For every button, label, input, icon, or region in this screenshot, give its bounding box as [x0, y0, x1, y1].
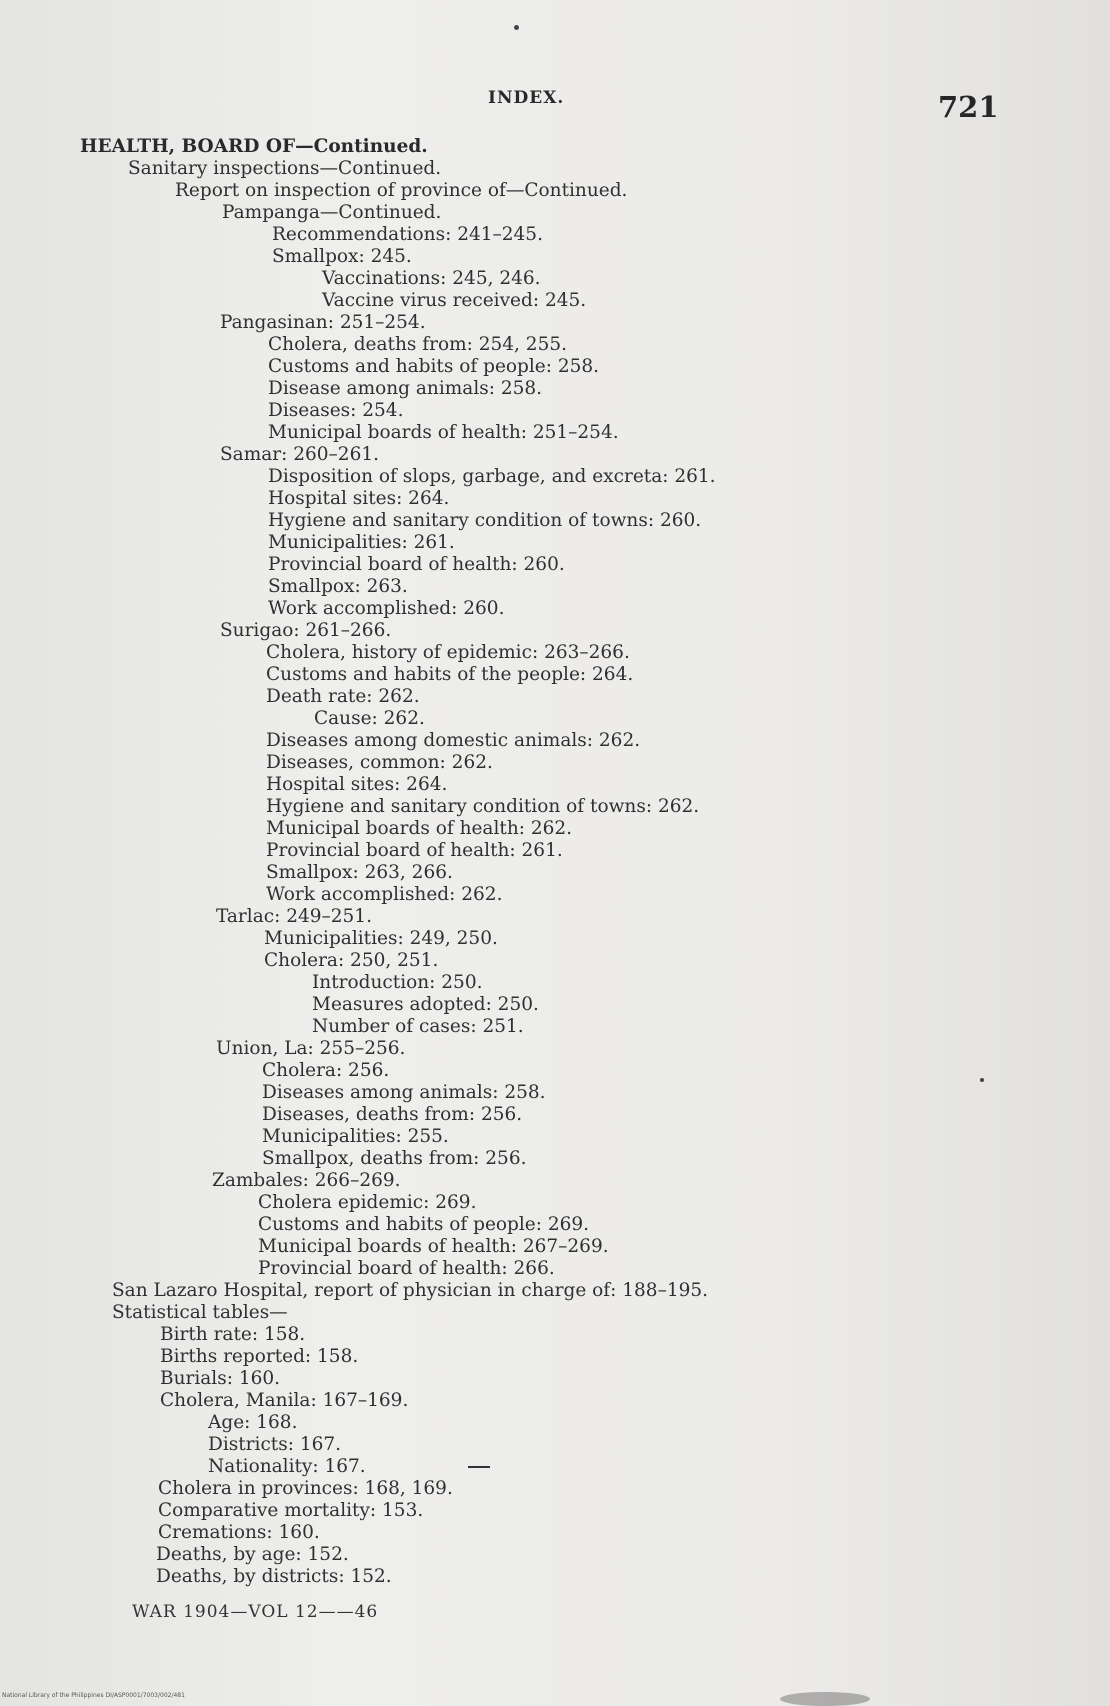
running-title: INDEX.	[488, 88, 565, 108]
index-entry: Provincial board of health: 266.	[258, 1258, 555, 1279]
pencil-dash-mark	[468, 1466, 490, 1468]
index-entry: Hospital sites: 264.	[266, 774, 448, 795]
index-entry: Cholera: 256.	[262, 1060, 390, 1081]
index-entry: San Lazaro Hospital, report of physician in charge of: 188–195.	[112, 1280, 709, 1301]
index-entry: Hygiene and sanitary condition of towns: 260.	[268, 510, 702, 531]
index-entry: Customs and habits of the people: 264.	[266, 664, 634, 685]
index-entry: Customs and habits of people: 269.	[258, 1214, 590, 1235]
scan-stamp: National Library of the Philippines DI/ASP0001/7003/002/481	[2, 1692, 185, 1699]
index-entry: Vaccinations: 245, 246.	[322, 268, 541, 289]
index-entry: Provincial board of health: 261.	[266, 840, 563, 861]
index-heading: HEALTH, BOARD OF—Continued.	[80, 136, 428, 157]
index-entry: Pangasinan: 251–254.	[220, 312, 426, 333]
scan-shadow	[780, 1692, 870, 1706]
index-entry: Report on inspection of province of—Continued.	[175, 180, 628, 201]
index-entry: Diseases among domestic animals: 262.	[266, 730, 641, 751]
index-entry: Diseases, deaths from: 256.	[262, 1104, 523, 1125]
index-entry: Sanitary inspections—Continued.	[128, 158, 442, 179]
index-entry: Zambales: 266–269.	[212, 1170, 401, 1191]
index-entry: Diseases, common: 262.	[266, 752, 493, 773]
index-entry: Burials: 160.	[160, 1368, 281, 1389]
index-entry: Municipalities: 261.	[268, 532, 455, 553]
index-entry: Diseases: 254.	[268, 400, 404, 421]
index-entry: Disposition of slops, garbage, and excreta: 261.	[268, 466, 716, 487]
index-entry: Municipal boards of health: 262.	[266, 818, 573, 839]
index-entry: Pampanga—Continued.	[222, 202, 442, 223]
index-entry: Number of cases: 251.	[312, 1016, 524, 1037]
index-entry: Measures adopted: 250.	[312, 994, 539, 1015]
index-entry: Municipalities: 249, 250.	[264, 928, 498, 949]
index-entry: Comparative mortality: 153.	[158, 1500, 424, 1521]
index-entry: Recommendations: 241–245.	[272, 224, 543, 245]
index-entry: Cremations: 160.	[158, 1522, 320, 1543]
page-number: 721	[938, 90, 999, 124]
index-entry: Age: 168.	[208, 1412, 298, 1433]
index-entry: Deaths, by age: 152.	[156, 1544, 349, 1565]
index-entry: Nationality: 167.	[208, 1456, 366, 1477]
index-entry: Deaths, by districts: 152.	[156, 1566, 392, 1587]
index-entry: Smallpox, deaths from: 256.	[262, 1148, 527, 1169]
index-entry: Statistical tables—	[112, 1302, 288, 1323]
index-entry: Disease among animals: 258.	[268, 378, 543, 399]
index-entry: Customs and habits of people: 258.	[268, 356, 600, 377]
index-entry: Cause: 262.	[314, 708, 425, 729]
index-entry: Birth rate: 158.	[160, 1324, 306, 1345]
index-entry: Hygiene and sanitary condition of towns: 262.	[266, 796, 700, 817]
signature-line: WAR 1904—VOL 12——46	[132, 1602, 379, 1622]
index-entry: Death rate: 262.	[266, 686, 420, 707]
index-entry: Tarlac: 249–251.	[216, 906, 372, 927]
index-entry: Births reported: 158.	[160, 1346, 359, 1367]
index-entry: Cholera, deaths from: 254, 255.	[268, 334, 567, 355]
index-entry: Work accomplished: 260.	[268, 598, 505, 619]
index-entry: Cholera, Manila: 167–169.	[160, 1390, 409, 1411]
index-entry: Smallpox: 263, 266.	[266, 862, 453, 883]
index-entry: Districts: 167.	[208, 1434, 342, 1455]
index-entry: Samar: 260–261.	[220, 444, 379, 465]
index-entry: Work accomplished: 262.	[266, 884, 503, 905]
index-entry: Diseases among animals: 258.	[262, 1082, 546, 1103]
index-entry: Smallpox: 245.	[272, 246, 412, 267]
index-entry: Vaccine virus received: 245.	[322, 290, 587, 311]
index-entry: Union, La: 255–256.	[216, 1038, 406, 1059]
index-entry: Introduction: 250.	[312, 972, 483, 993]
index-entry: Cholera, history of epidemic: 263–266.	[266, 642, 630, 663]
index-entry: Municipal boards of health: 251–254.	[268, 422, 619, 443]
index-entry: Hospital sites: 264.	[268, 488, 450, 509]
index-entry: Provincial board of health: 260.	[268, 554, 565, 575]
index-entry: Cholera epidemic: 269.	[258, 1192, 477, 1213]
index-entry: Municipalities: 255.	[262, 1126, 449, 1147]
ink-speck	[980, 1078, 984, 1082]
index-entry: Municipal boards of health: 267–269.	[258, 1236, 609, 1257]
index-entry: Cholera: 250, 251.	[264, 950, 439, 971]
index-entry: Surigao: 261–266.	[220, 620, 392, 641]
ink-speck	[514, 25, 519, 30]
index-entry: Smallpox: 263.	[268, 576, 408, 597]
index-entry: Cholera in provinces: 168, 169.	[158, 1478, 453, 1499]
